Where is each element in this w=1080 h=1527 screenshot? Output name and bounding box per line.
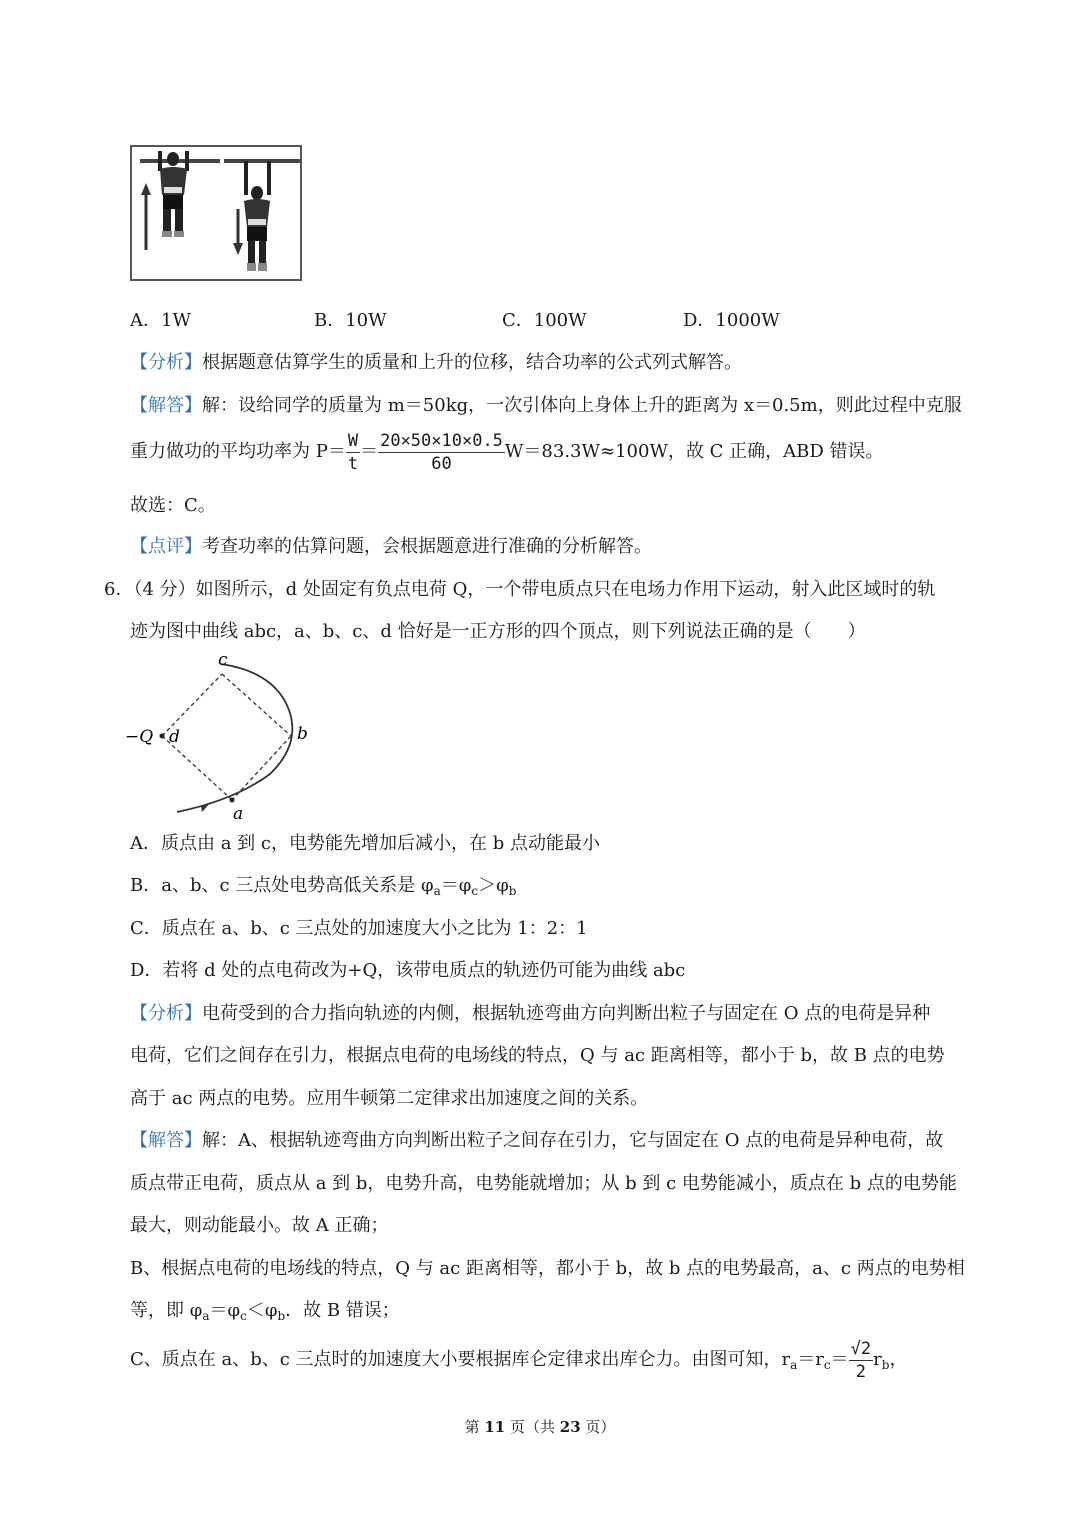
q6-option-d: D．若将 d 处的点电荷改为+Q，该带电质点的轨迹仍可能为曲线 abc <box>130 960 686 981</box>
q5-solution-line1 <box>130 394 962 418</box>
solution-text: 解：设给同学的质量为 m＝50kg，一次引体向上身体上升的距离为 x＝0.5m，则此过程中克服 <box>202 395 962 416</box>
fraction-denominator: 60 <box>431 453 452 474</box>
analysis-tag: 【分析】 <box>130 1003 202 1024</box>
q6-option-c: C．质点在 a、b、c 三点处的加速度大小之比为 1：2：1 <box>130 918 588 939</box>
solution-tag: 【解答】 <box>130 1130 202 1151</box>
q6-stem-line2: 迹为图中曲线 abc，a、b、c、d 恰好是一正方形的四个顶点，则下列说法正确的是（ ） <box>130 621 866 642</box>
q6-analysis-line3: 高于 ac 两点的电势。应用牛顿第二定律求出加速度之间的关系。 <box>130 1088 649 1109</box>
point-d <box>160 734 165 739</box>
page-total: 23 <box>559 1418 581 1436</box>
trajectory-arrow <box>201 802 211 812</box>
solution-text: W＝83.3W≈100W，故 C 正确，ABD 错误。 <box>504 441 884 462</box>
option-c: C．100W <box>502 310 587 331</box>
fraction-numerator: 20×50×10×0.5 <box>380 430 503 451</box>
solution-text: 重力做功的平均功率为 P＝ <box>130 441 346 462</box>
point-a <box>230 798 235 803</box>
fraction-w-over-t <box>346 430 360 475</box>
option-a: A．1W <box>130 310 191 331</box>
option-d: D．1000W <box>683 310 780 331</box>
fraction-denominator: t <box>347 453 359 474</box>
q6-solution-line1: 【解答】解：A、根据轨迹弯曲方向判断出粒子之间存在引力，它与固定在 O 点的电荷是异种电荷，故 <box>130 1130 944 1151</box>
q5-analysis <box>130 351 742 375</box>
q6-stem-line1: 6．（4 分）如图所示，d 处固定有负点电荷 Q，一个带电质点只在电场力作用下运动，射入此区域时的轨 <box>104 579 936 600</box>
charge-trajectory-diagram <box>125 650 325 822</box>
analysis-text: 根据题意估算学生的质量和上升的位移，结合功率的公式列式解答。 <box>202 352 742 373</box>
fraction-sqrt2-over-2: $\frac{√2}{2}$ <box>850 1338 872 1382</box>
fraction-numerator: W <box>347 430 359 451</box>
q6-solution-line4: B、根据点电荷的电场线的特点，Q 与 ac 距离相等，都小于 b，故 b 点的电势最高，a、c 两点的电势相 <box>130 1258 965 1279</box>
q6-analysis-line1: 【分析】电荷受到的合力指向轨迹的内侧，根据轨迹弯曲方向判断出粒子与固定在 O 点的电荷是异种 <box>130 1003 931 1024</box>
option-b: B．10W <box>314 310 387 331</box>
q6-option-b: B．a、b、c 三点处电势高低关系是 $\varphi_a=\varphi_c>\varphi_b$ <box>130 875 517 898</box>
review-text: 考查功率的估算问题，会根据题意进行准确的分析解答。 <box>202 536 652 557</box>
label-c: c <box>218 650 228 670</box>
analysis-tag: 【分析】 <box>130 352 202 373</box>
label-b: b <box>297 724 308 744</box>
page-footer: 第 11 页（共 23 页） <box>464 1418 616 1436</box>
q6-option-a: A．质点由 a 到 c，电势能先增加后减小，在 b 点动能最小 <box>130 833 600 854</box>
q6-solution-line5: 等，即 $\varphi_a=\varphi_c<\varphi_b$．故 B 错误； <box>130 1300 400 1323</box>
q6-analysis-line2: 电荷，它们之间存在引力，根据点电荷的电场线的特点，Q 与 ac 距离相等，都小于 b，故 B 点的电势 <box>130 1045 945 1066</box>
pull-up-figure <box>130 145 302 281</box>
page-number: 11 <box>484 1418 506 1436</box>
q6-solution-line2: 质点带正电荷，质点从 a 到 b，电势升高，电势能就增加；从 b 到 c 电势能减小，质点在 b 点的电势能 <box>130 1173 957 1194</box>
q6-solution-line6: C、质点在 a、b、c 三点时的加速度大小要根据库仑定律求出库仑力。由图可知，$r_a=r_c=$ $\frac{√2}{2}$ $r_b$， <box>130 1338 908 1382</box>
q5-solution-line2 <box>130 426 884 478</box>
label-d: d <box>169 727 180 747</box>
label-a: a <box>233 804 244 822</box>
q6-solution-line3: 最大，则动能最小。故 A 正确； <box>130 1215 389 1236</box>
square-dashed <box>162 674 291 800</box>
label-q: −Q <box>125 727 154 747</box>
equals-sign: ＝ <box>360 441 379 462</box>
review-tag: 【点评】 <box>130 536 202 557</box>
q5-review <box>130 535 652 559</box>
q5-choice: 故选：C。 <box>130 495 216 516</box>
fraction-work <box>378 430 505 475</box>
solution-tag: 【解答】 <box>130 395 202 416</box>
